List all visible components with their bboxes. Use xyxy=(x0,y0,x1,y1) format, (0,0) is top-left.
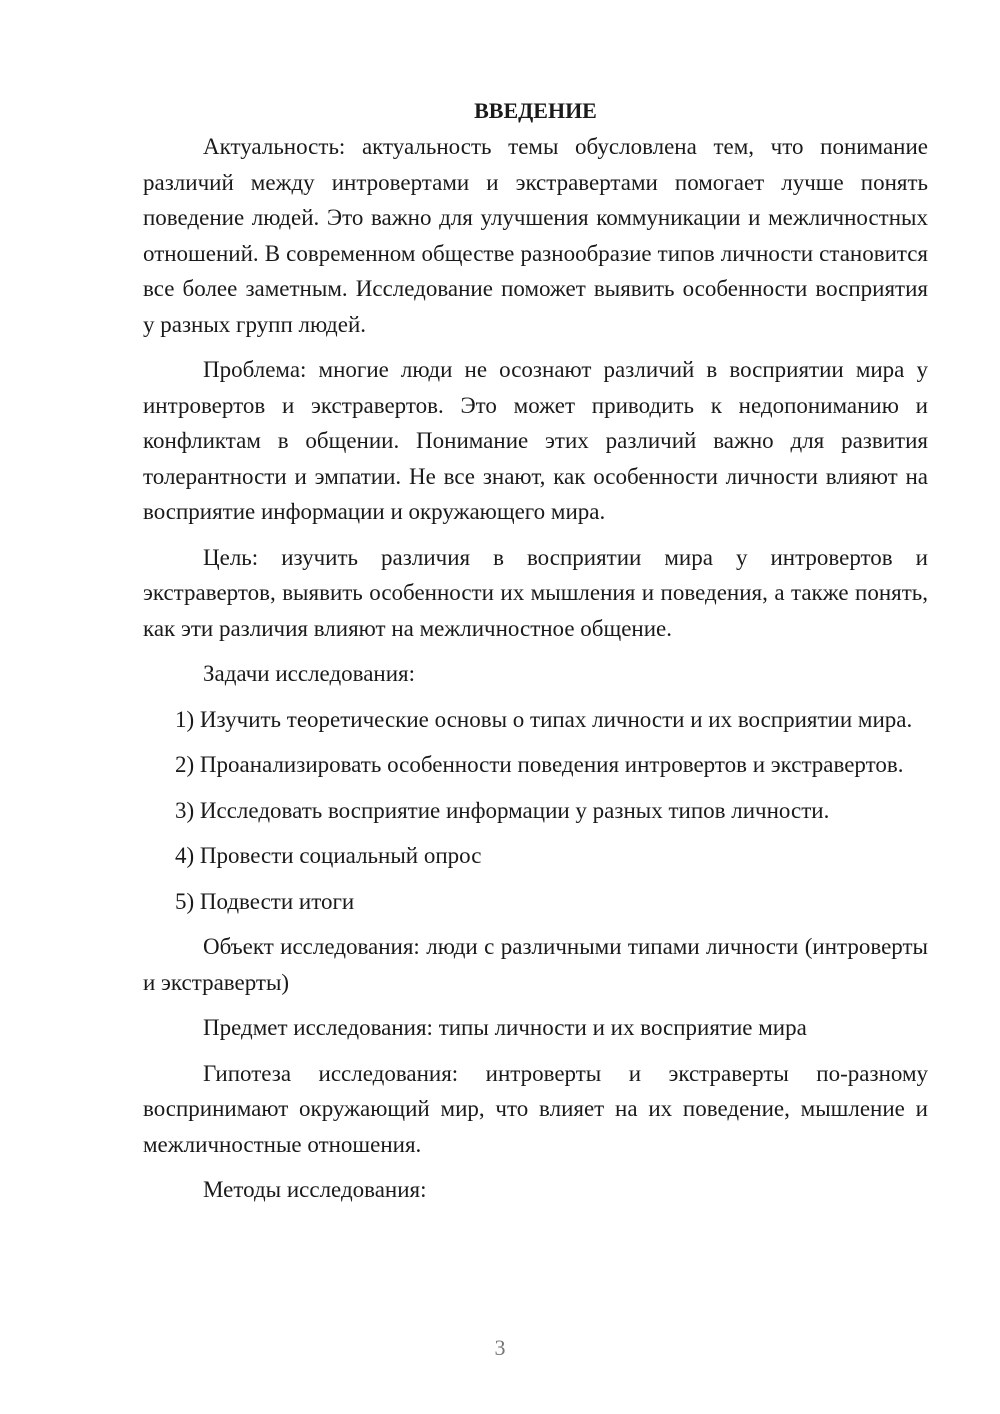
relevance-paragraph: Актуальность: актуальность темы обусловлена тем, что понимание различий между интровертами и экстравертами помогает лучше понять поведение людей. Это важно для улучшения коммуникации и межличностных отношений. В современном обществе разнообразие типов личности становится все более заметным. Исследование поможет выявить особенности восприятия у разных групп людей. xyxy=(143,134,928,337)
section-title: ВВЕДЕНИЕ xyxy=(474,98,597,123)
task-item-3: 3) Исследовать восприятие информации у разных типов личности. xyxy=(175,797,830,823)
task-item-1: 1) Изучить теоретические основы о типах личности и их восприятии мира. xyxy=(175,706,913,732)
task-item-4: 4) Провести социальный опрос xyxy=(175,843,482,868)
object-paragraph: Объект исследования: люди с различными типами личности (интроверты и экстраверты) xyxy=(143,934,928,995)
tasks-heading: Задачи исследования: xyxy=(203,661,416,686)
subject-paragraph: Предмет исследования: типы личности и их восприятие мира xyxy=(203,1015,807,1040)
task-item-2: 2) Проанализировать особенности поведения интровертов и экстравертов. xyxy=(175,752,904,777)
page-number: 3 xyxy=(494,1335,506,1360)
problem-paragraph: Проблема: многие люди не осознают различий в восприятии мира у интровертов и экстравертов. Это может приводить к недопониманию и конфликтам в общении. Понимание этих различий важно для развития толерантности и эмпатии. Не все знают, как особенности личности влияют на восприятие информации и окружающего мира. xyxy=(143,357,928,524)
task-item-5: 5) Подвести итоги xyxy=(175,888,355,914)
goal-paragraph: Цель: изучить различия в восприятии мира у интровертов и экстравертов, выявить особенности их мышления и поведения, а также понять, как эти различия влияют на межличностное общение. xyxy=(143,544,928,641)
hypothesis-paragraph: Гипотеза исследования: интроверты и экстраверты по-разному воспринимают окружающий мир, что влияет на их поведение, мышление и межличностные отношения. xyxy=(143,1060,928,1157)
methods-heading: Методы исследования: xyxy=(203,1177,427,1202)
page-content xyxy=(143,95,928,1218)
